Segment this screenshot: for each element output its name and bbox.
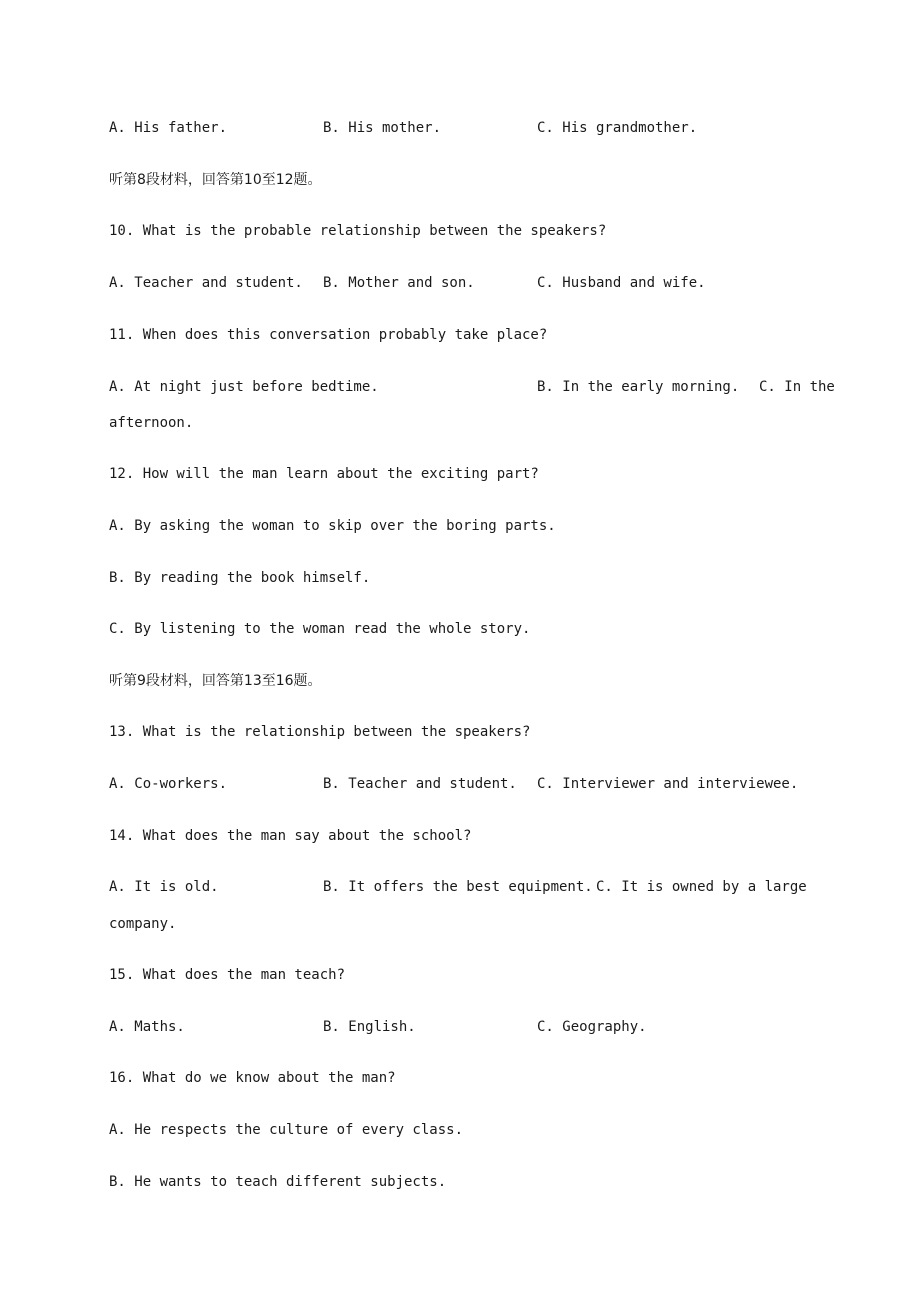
q13-option-a: A. Co-workers. [109,776,228,792]
q10-option-c: C. Husband and wife. [537,275,706,291]
q16-option-a: A. He respects the culture of every class. [109,1122,464,1138]
q13-option-c: C. Interviewer and interviewee. [537,776,799,792]
q14-option-c-continued: company. [109,916,177,932]
q14-option-c: C. It is owned by a large [596,879,807,895]
q12-stem: 12. How will the man learn about the exciting part? [109,466,539,482]
q11-stem: 11. When does this conversation probably take place? [109,327,548,343]
q9-option-a: A. His father. [109,120,228,136]
q10-option-b: B. Mother and son. [323,275,475,291]
q11-option-b: B. In the early morning. [537,379,740,395]
q14-stem: 14. What does the man say about the school? [109,828,472,844]
q13-stem: 13. What is the relationship between the speakers? [109,724,531,740]
q15-option-b: B. English. [323,1019,416,1035]
q12-option-b: B. By reading the book himself. [109,570,371,586]
q10-option-a: A. Teacher and student. [109,275,303,291]
section-8-heading: 听第8段材料，回答第10至12题。 [109,172,322,188]
q10-stem: 10. What is the probable relationship between the speakers? [109,223,607,239]
q16-stem: 16. What do we know about the man? [109,1070,396,1086]
q14-option-a: A. It is old. [109,879,219,895]
q15-option-a: A. Maths. [109,1019,185,1035]
q12-option-c: C. By listening to the woman read the whole story. [109,621,531,637]
q15-option-c: C. Geography. [537,1019,647,1035]
q13-option-b: B. Teacher and student. [323,776,517,792]
q15-stem: 15. What does the man teach? [109,967,346,983]
section-9-heading: 听第9段材料，回答第13至16题。 [109,673,322,689]
q12-option-a: A. By asking the woman to skip over the boring parts. [109,518,556,534]
q11-option-a: A. At night just before bedtime. [109,379,379,395]
q11-option-c: C. In the [759,379,835,395]
q9-option-b: B. His mother. [323,120,442,136]
q9-option-c: C. His grandmother. [537,120,698,136]
q11-option-c-continued: afternoon. [109,415,194,431]
q14-option-b: B. It offers the best equipment. [323,879,593,895]
q16-option-b: B. He wants to teach different subjects. [109,1174,447,1190]
